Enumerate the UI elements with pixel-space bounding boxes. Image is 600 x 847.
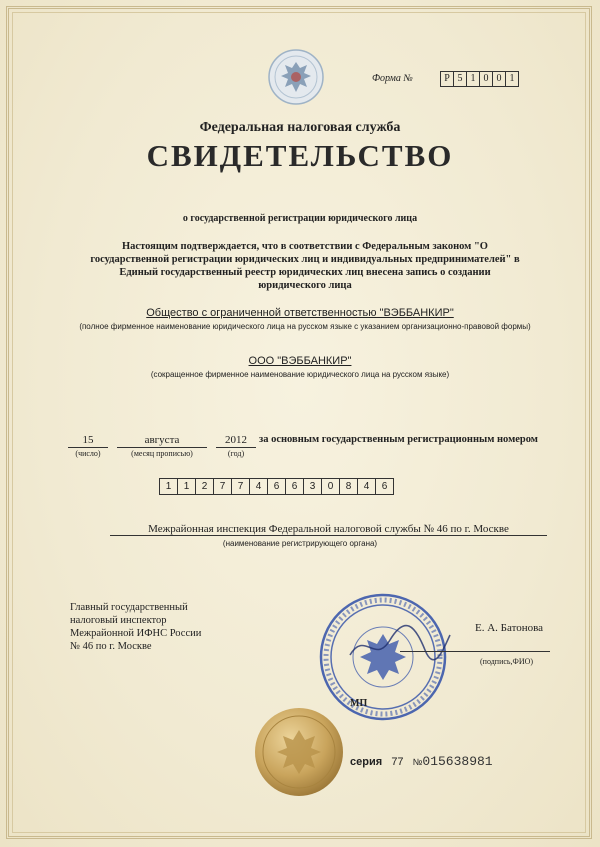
ogrn-digit: 2	[195, 478, 214, 495]
signature-line	[400, 651, 550, 652]
form-number-cell: Р	[440, 71, 454, 87]
signer-position	[70, 601, 201, 653]
ogrn-digit: 4	[357, 478, 376, 495]
date-month-caption: (месяц прописью)	[131, 449, 193, 458]
company-full-name-caption: (полное фирменное наименование юридического лица на русском языке с указанием организационно-правовой формы)	[79, 322, 531, 331]
ogrn-digit: 6	[375, 478, 394, 495]
ogrn-digit: 7	[213, 478, 232, 495]
certificate-number: 015638981	[422, 754, 493, 769]
signer-position-line: налоговый инспектор	[70, 615, 167, 626]
handwritten-signature-icon	[345, 620, 455, 670]
series-label: серия	[350, 756, 383, 768]
signer-position-line: Межрайонной ИФНС России	[70, 628, 202, 639]
company-full-name	[0, 307, 600, 319]
registration-number-text: за основным государственным регистрационным номером	[259, 434, 538, 445]
series-value: 77	[391, 756, 404, 768]
seal-place-label: МП	[350, 698, 368, 709]
company-full-name-value: Общество с ограниченной ответственностью "ВЭББАНКИР"	[146, 307, 454, 319]
series-number	[350, 754, 493, 769]
date-year-caption: (год)	[227, 449, 245, 458]
form-number-label: Форма №	[372, 73, 413, 84]
registering-authority-caption: (наименование регистрирующего органа)	[222, 539, 378, 548]
registering-authority: Межрайонная инспекция Федеральной налоговой службы № 46 по г. Москве	[110, 523, 547, 536]
ogrn-digit: 4	[249, 478, 268, 495]
confirmation-text: Настоящим подтверждается, что в соответствии с Федеральным законом "О государственной регистрации юридических лиц и индивидуальных предпринимателей" в Единый государственный реестр юридических лиц внесена запись о создании юридического лица	[90, 241, 520, 291]
agency-name: Федеральная налоговая служба	[199, 120, 401, 135]
ogrn-digit: 8	[339, 478, 358, 495]
ogrn-digit: 6	[267, 478, 286, 495]
company-short-name-value: ООО "ВЭББАНКИР"	[248, 355, 352, 367]
ogrn-digit: 0	[321, 478, 340, 495]
form-number-cell: 0	[492, 71, 506, 87]
company-short-name	[0, 355, 600, 367]
russian-emblem-icon	[267, 48, 325, 106]
form-number-cell: 1	[466, 71, 480, 87]
date-year: 2012	[216, 434, 256, 448]
ogrn-digit: 1	[177, 478, 196, 495]
form-number-cell: 0	[479, 71, 493, 87]
ogrn-digit: 3	[303, 478, 322, 495]
signature-caption: (подпись,ФИО)	[480, 657, 534, 666]
gold-seal-icon	[253, 706, 345, 798]
signer-name: Е. А. Батонова	[475, 622, 544, 634]
number-sign: №	[412, 757, 423, 767]
date-month: августа	[117, 434, 207, 448]
form-number-cell: 5	[453, 71, 467, 87]
ogrn-digit: 6	[285, 478, 304, 495]
form-number-cell: 1	[505, 71, 519, 87]
signer-position-line: № 46 по г. Москве	[70, 641, 152, 652]
document-subtitle: о государственной регистрации юридического лица	[182, 213, 418, 224]
document-title: СВИДЕТЕЛЬСТВО	[146, 138, 454, 173]
ogrn-cells	[160, 478, 394, 495]
form-number-cells	[441, 71, 519, 87]
date-day: 15	[68, 434, 108, 448]
ogrn-digit: 1	[159, 478, 178, 495]
signer-position-line: Главный государственный	[70, 602, 188, 613]
date-day-caption: (число)	[75, 449, 101, 458]
ogrn-digit: 7	[231, 478, 250, 495]
company-short-name-caption: (сокращенное фирменное наименование юридического лица на русском языке)	[150, 370, 450, 379]
